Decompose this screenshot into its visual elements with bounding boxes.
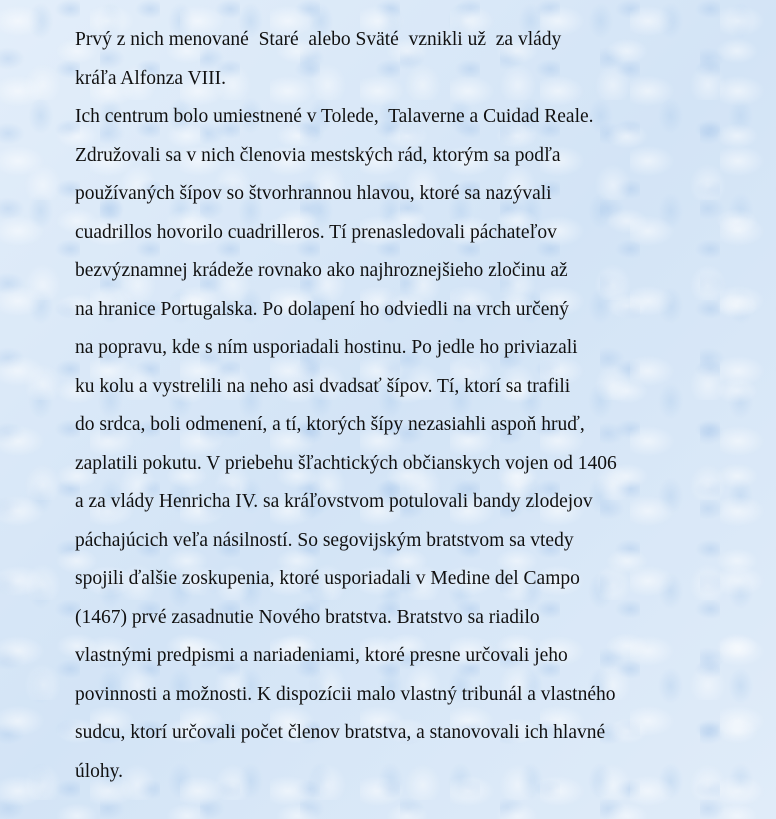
text-line: spojili ďalšie zoskupenia, ktoré usporiadali v Medine del Campo [75, 568, 580, 589]
text-line: cuadrillos hovorilo cuadrilleros. Tí prenasledovali páchateľov [75, 221, 557, 243]
text-line: bezvýznamnej krádeže rovnako ako najhroznejšieho zločinu až [75, 260, 568, 281]
text-line: páchajúcich veľa násilností. So segovijským bratstvom sa vtedy [75, 529, 574, 551]
text-line: ku kolu a vystrelili na neho asi dvadsať šípov. Tí, ktorí sa trafili [75, 375, 571, 397]
text-line: na hranice Portugalska. Po dolapení ho odviedli na vrch určený [75, 298, 569, 320]
text-line: povinnosti a možnosti. K dispozícii malo vlastný tribunál a vlastného [75, 683, 616, 705]
document-page [75, 21, 755, 791]
text-line: a za vlády Henricha IV. sa kráľovstvom potulovali bandy zlodejov [75, 491, 593, 512]
text-line: vlastnými predpismi a nariadeniami, ktoré presne určovali jeho [75, 645, 568, 666]
text-line: sudcu, ktorí určovali počet členov bratstva, a stanovovali ich hlavné [75, 722, 606, 743]
text-line: kráľa Alfonza VIII. [75, 67, 227, 89]
text-line: Združovali sa v nich členovia mestských rád, ktorým sa podľa [75, 144, 561, 166]
text-line: na popravu, kde s ním usporiadali hostinu. Po jedle ho priviazali [75, 337, 578, 358]
text-line: Ich centrum bolo umiestnené v Tolede, Talaverne a Cuidad Reale. [75, 106, 594, 127]
text-line: do srdca, boli odmenení, a tí, ktorých šípy nezasiahli aspoň hruď, [75, 414, 585, 435]
text-line: zaplatili pokutu. V priebehu šľachtických občianskych vojen od 1406 [75, 452, 617, 474]
text-line: Prvý z nich menované Staré alebo Sväté vznikli už za vlády [75, 29, 562, 50]
text-line: používaných šípov so štvorhrannou hlavou, ktoré sa nazývali [75, 183, 552, 204]
text-line: úlohy. [75, 760, 124, 782]
text-line: (1467) prvé zasadnutie Nového bratstva. Bratstvo sa riadilo [75, 606, 540, 628]
